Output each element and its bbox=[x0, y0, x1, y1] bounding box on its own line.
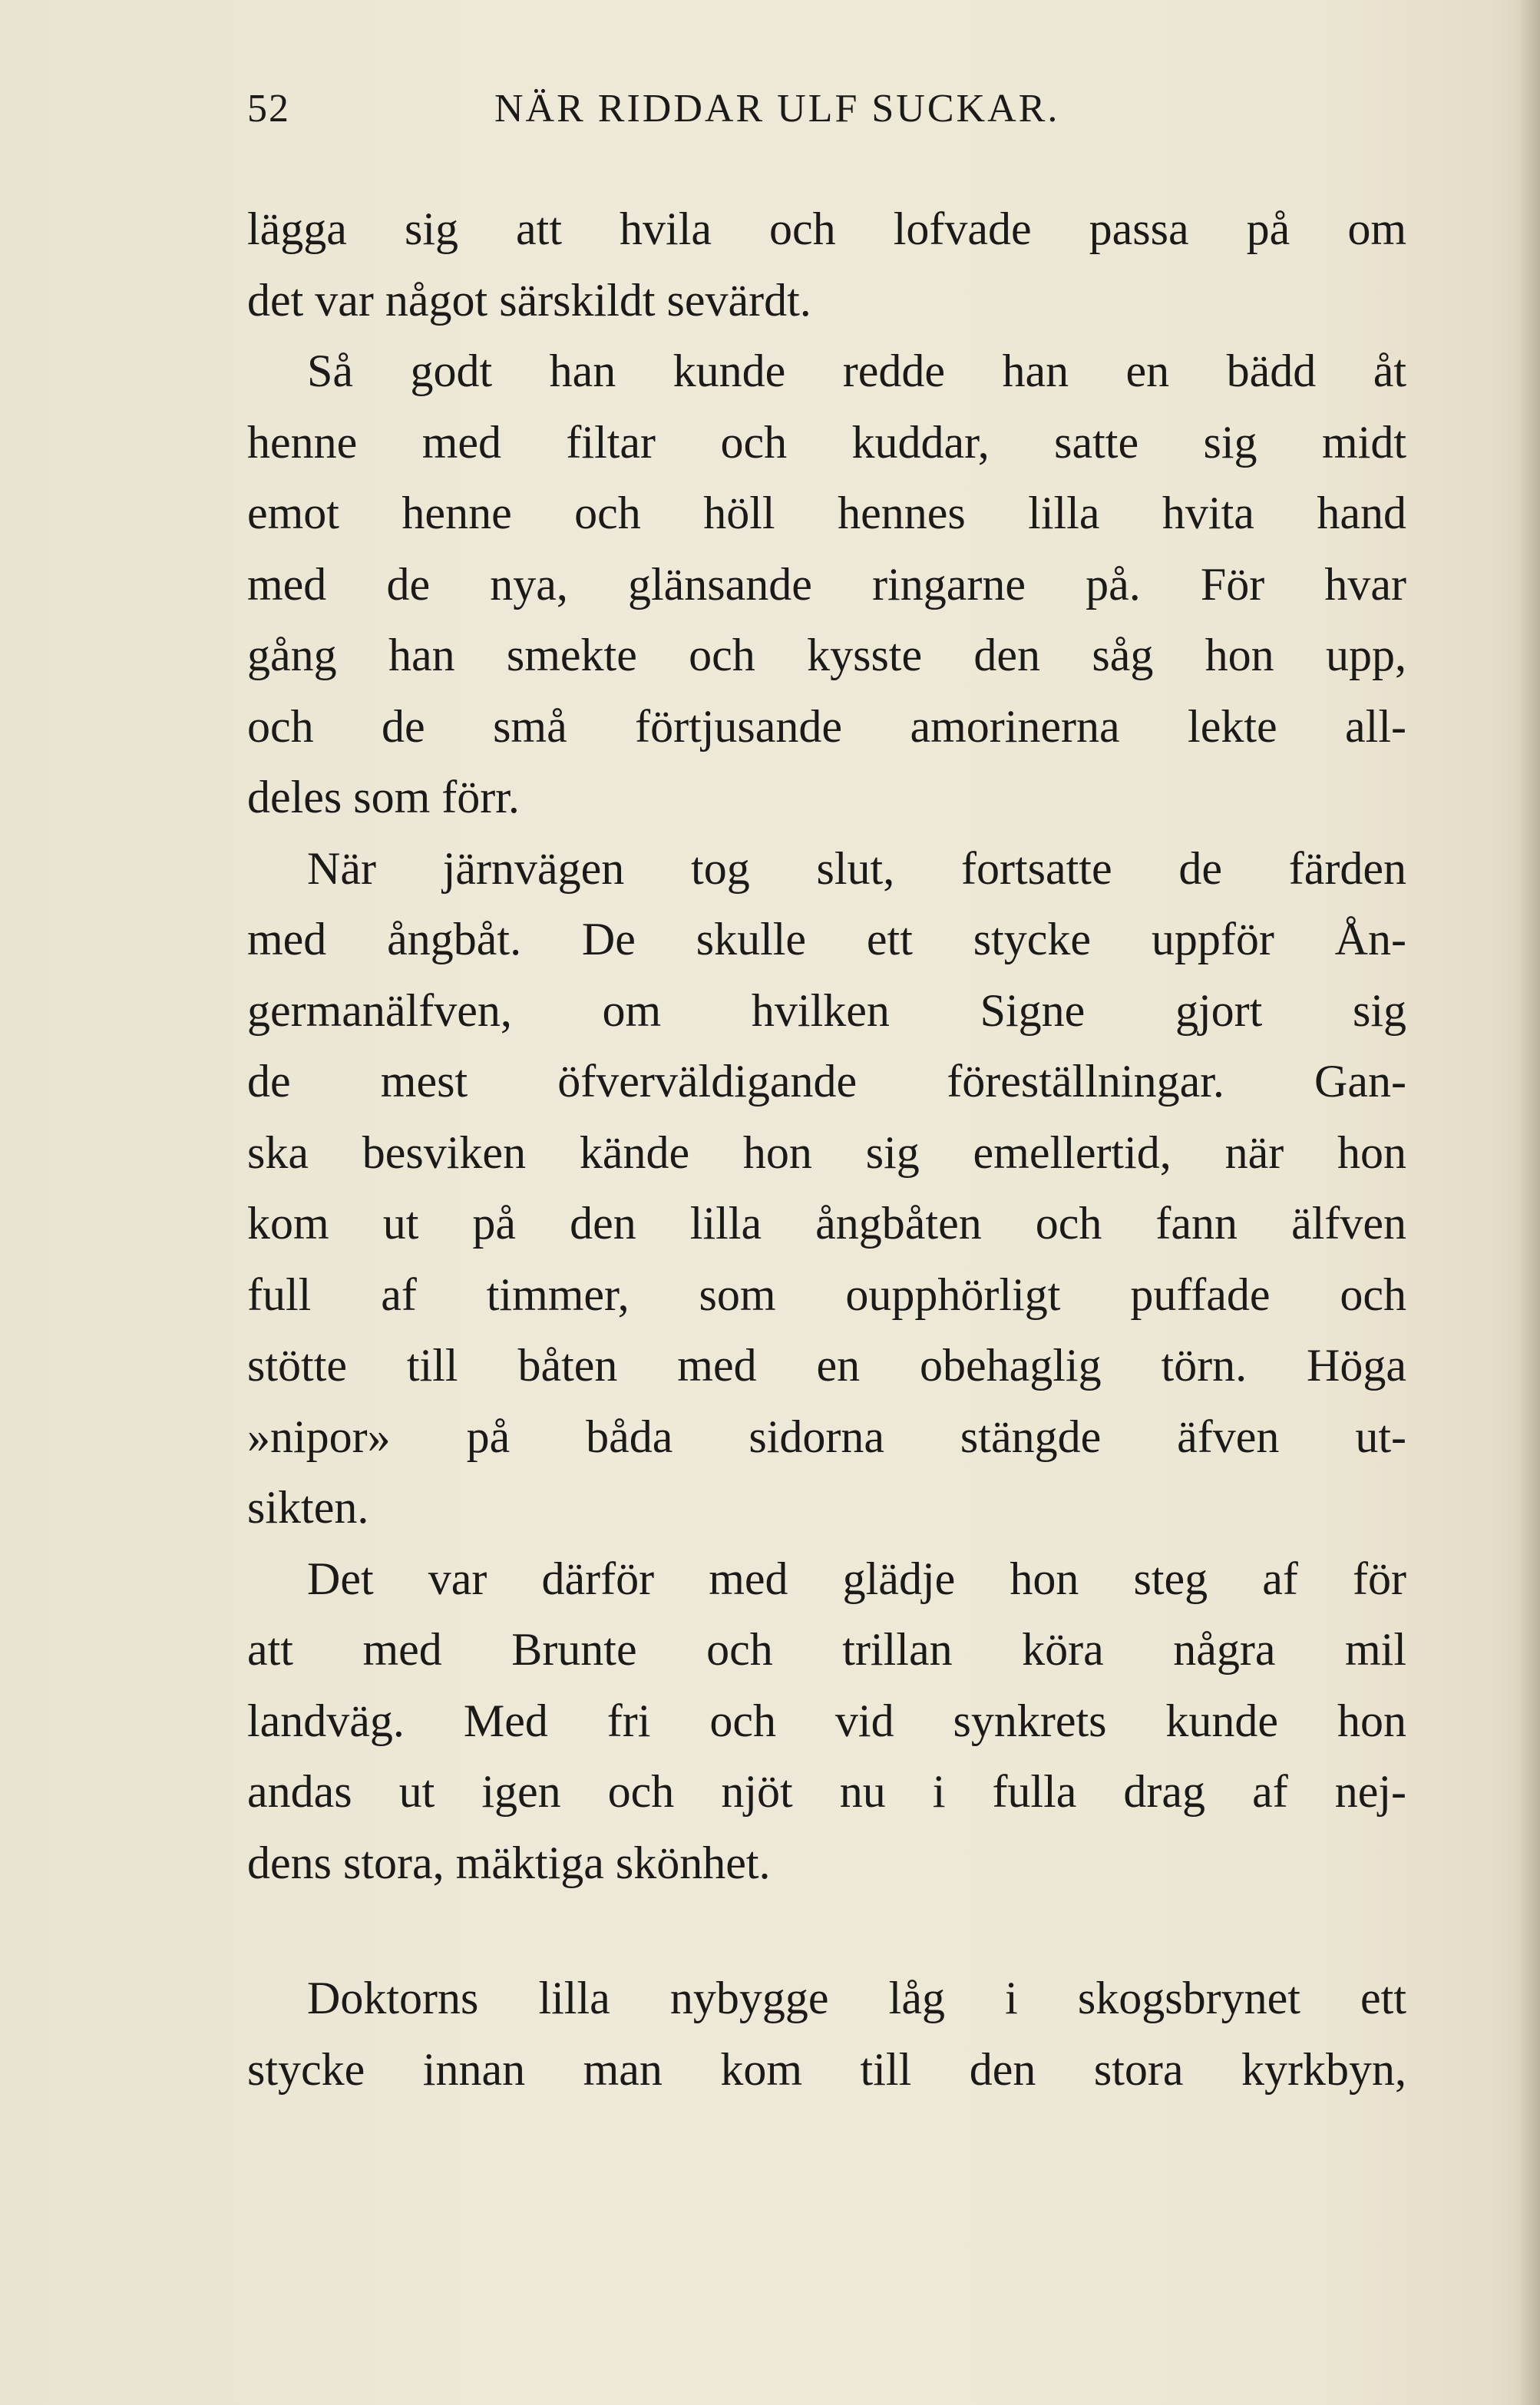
text-line: emot henne och höll hennes lilla hvita hand bbox=[247, 488, 1406, 538]
text-line: henne med filtar och kuddar, satte sig midt bbox=[247, 416, 1406, 468]
paragraph bbox=[247, 1963, 1406, 2105]
text-line: de mest öfverväldigande föreställningar. Gan- bbox=[247, 1056, 1406, 1107]
text-line: ska besviken kände hon sig emellertid, när hon bbox=[247, 1126, 1406, 1178]
text-line: och de små förtjusande amorinerna lekte all- bbox=[247, 700, 1406, 752]
text-line: deles som förr. bbox=[247, 772, 520, 822]
text-line: full af timmer, som oupphörligt puffade och bbox=[247, 1269, 1406, 1320]
text-line: dens stora, mäktiga skönhet. bbox=[247, 1837, 771, 1888]
text-line: med de nya, glänsande ringarne på. För hvar bbox=[247, 558, 1406, 610]
text-line: landväg. Med fri och vid synkrets kunde hon bbox=[247, 1695, 1406, 1746]
text-line: Doktorns lilla nybygge låg i skogsbrynet ett bbox=[307, 1973, 1406, 2023]
paragraph bbox=[247, 833, 1406, 1543]
page-header bbox=[247, 86, 1399, 147]
running-head: NÄR RIDDAR ULF SUCKAR. bbox=[494, 87, 1060, 131]
paragraph bbox=[247, 194, 1406, 336]
text-line: att med Brunte och trillan köra några mil bbox=[247, 1624, 1406, 1675]
page-edge-shadow bbox=[1519, 0, 1540, 2405]
text-line: Det var därför med glädje hon steg af för bbox=[307, 1553, 1406, 1604]
text-line: »nipor» på båda sidorna stängde äfven ut- bbox=[247, 1411, 1406, 1462]
paragraph bbox=[247, 336, 1406, 833]
text-line: lägga sig att hvila och lofvade passa på om bbox=[247, 203, 1406, 254]
text-line: andas ut igen och njöt nu i fulla drag af nej- bbox=[247, 1766, 1406, 1817]
page-number: 52 bbox=[247, 87, 290, 131]
text-line: det var något särskildt sevärdt. bbox=[247, 274, 811, 326]
text-line: med ångbåt. De skulle ett stycke uppför Ån- bbox=[247, 914, 1406, 964]
body-text bbox=[247, 194, 1406, 2105]
text-line: sikten. bbox=[247, 1482, 369, 1533]
section-break bbox=[247, 1898, 1406, 1963]
text-line: Så godt han kunde redde han en bädd åt bbox=[307, 346, 1406, 396]
paragraph bbox=[247, 1543, 1406, 1899]
text-line: gång han smekte och kysste den såg hon upp, bbox=[247, 630, 1406, 680]
text-line: kom ut på den lilla ångbåten och fann älfven bbox=[247, 1198, 1406, 1249]
text-line: När järnvägen tog slut, fortsatte de färden bbox=[307, 842, 1406, 894]
text-line: stycke innan man kom till den stora kyrkbyn, bbox=[247, 2043, 1406, 2095]
text-line: germanälfven, om hvilken Signe gjort sig bbox=[247, 984, 1406, 1036]
text-line: stötte till båten med en obehaglig törn. Höga bbox=[247, 1340, 1406, 1391]
